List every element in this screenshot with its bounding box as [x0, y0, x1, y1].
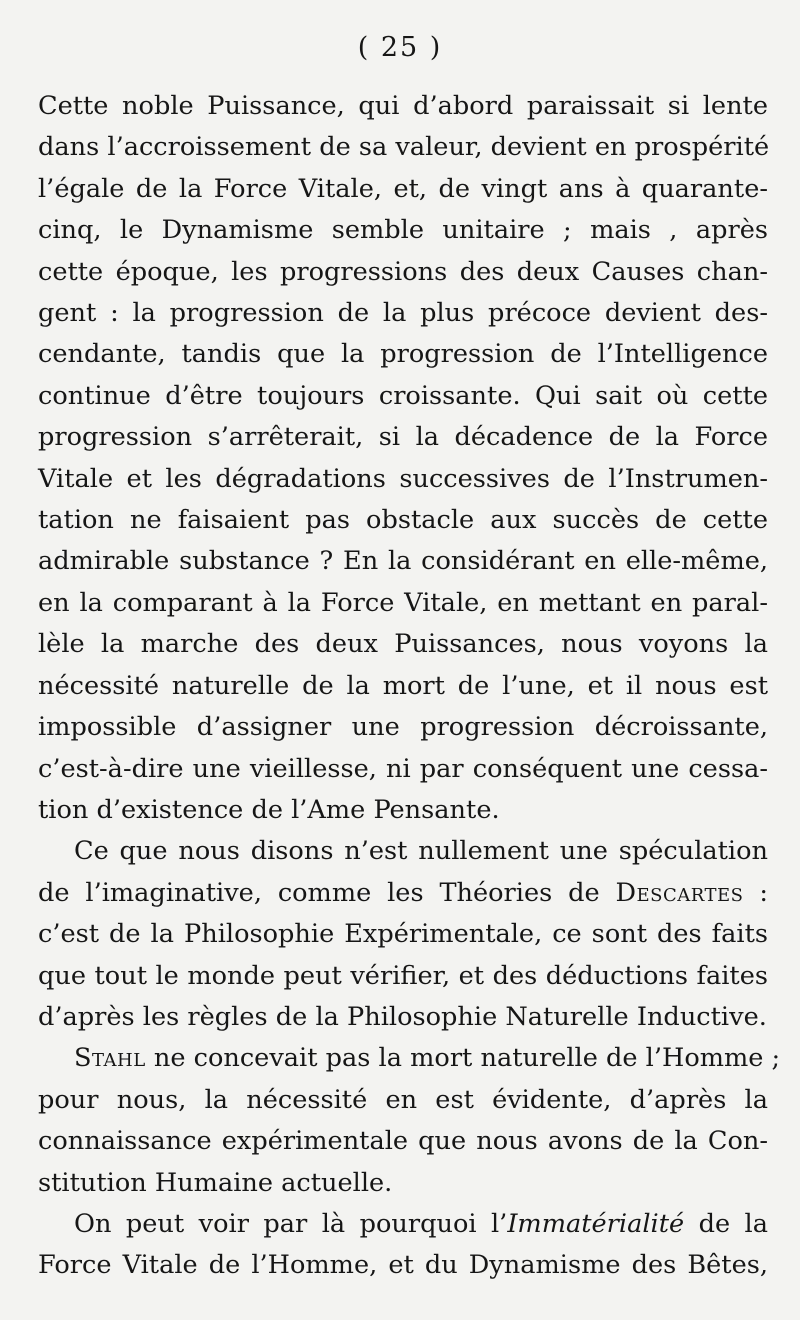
text-line — [38, 1204, 768, 1245]
text-line: continue d’être toujours croissante. Qui sait où cette — [38, 380, 768, 411]
text-line: d’après les règles de la Philosophie Naturelle Inductive. — [38, 1001, 767, 1032]
text-run: de l’imaginative, comme les Théories de — [38, 877, 616, 908]
author-name: Descartes — [615, 877, 744, 908]
paragraph — [38, 1204, 768, 1287]
text-line: Vitale et les dégradations successives de l’Instrumen- — [38, 463, 768, 494]
text-line: en la comparant à la Force Vitale, en mettant en paral- — [38, 587, 768, 618]
text-line: tion d’existence de l’Ame Pensante. — [38, 794, 500, 825]
text-line: Cette noble Puissance, qui d’abord paraissait si lente — [38, 91, 768, 121]
text-line: impossible d’assigner une progression décroissante, — [38, 712, 768, 743]
text-line: tation ne faisaient pas obstacle aux succès de cette — [38, 505, 768, 536]
text-line: connaissance expérimentale que nous avons de la Con- — [38, 1126, 768, 1157]
text-line: nécessité naturelle de la mort de l’une, et il nous est — [38, 670, 768, 701]
text-run: On peut voir par là pourquoi l’ — [74, 1208, 508, 1239]
paragraph — [38, 86, 768, 831]
text-line: Force Vitale de l’Homme, et du Dynamisme des Bêtes, — [38, 1250, 768, 1281]
text-run: ne concevait pas la mort naturelle de l’Homme ; — [145, 1043, 781, 1074]
text-line: lèle la marche des deux Puissances, nous voyons la — [38, 629, 768, 660]
text-run: de la — [684, 1208, 768, 1239]
text-line: progression s’arrêterait, si la décadence de la Force — [38, 422, 768, 453]
text-line: c’est-à-dire une vieillesse, ni par conséquent une cessa- — [38, 753, 768, 784]
text-line: admirable substance ? En la considérant en elle-même, — [38, 546, 768, 577]
text-line: que tout le monde peut vérifier, et des déductions faites — [38, 960, 768, 991]
text-line: c’est de la Philosophie Expérimentale, ce sont des faits — [38, 919, 768, 950]
text-line: dans l’accroissement de sa valeur, devient en prospérité — [38, 132, 770, 163]
text-line: l’égale de la Force Vitale, et, de vingt ans à quarante- — [38, 173, 768, 204]
italic-term: Immatérialité — [507, 1208, 685, 1239]
body-text — [38, 86, 781, 1287]
text-line: cendante, tandis que la progression de l’Intelligence — [38, 339, 768, 370]
text-line: gent : la progression de la plus précoce devient des- — [38, 298, 768, 329]
author-name: Stahl — [74, 1043, 146, 1074]
text-line — [38, 1038, 781, 1079]
paragraph — [38, 1038, 781, 1204]
page-number: ( 25 ) — [357, 32, 443, 63]
text-line: stitution Humaine actuelle. — [38, 1167, 393, 1198]
text-line: Ce que nous disons n’est nullement une spéculation — [74, 836, 768, 867]
text-line: cinq, le Dynamisme semble unitaire ; mais , après — [38, 215, 768, 246]
text-line: cette époque, les progressions des deux Causes chan- — [38, 256, 768, 287]
text-line: pour nous, la nécessité en est évidente, d’après la — [38, 1084, 768, 1115]
text-run: : — [743, 877, 768, 908]
paragraph — [38, 831, 768, 1038]
text-line — [38, 873, 768, 914]
